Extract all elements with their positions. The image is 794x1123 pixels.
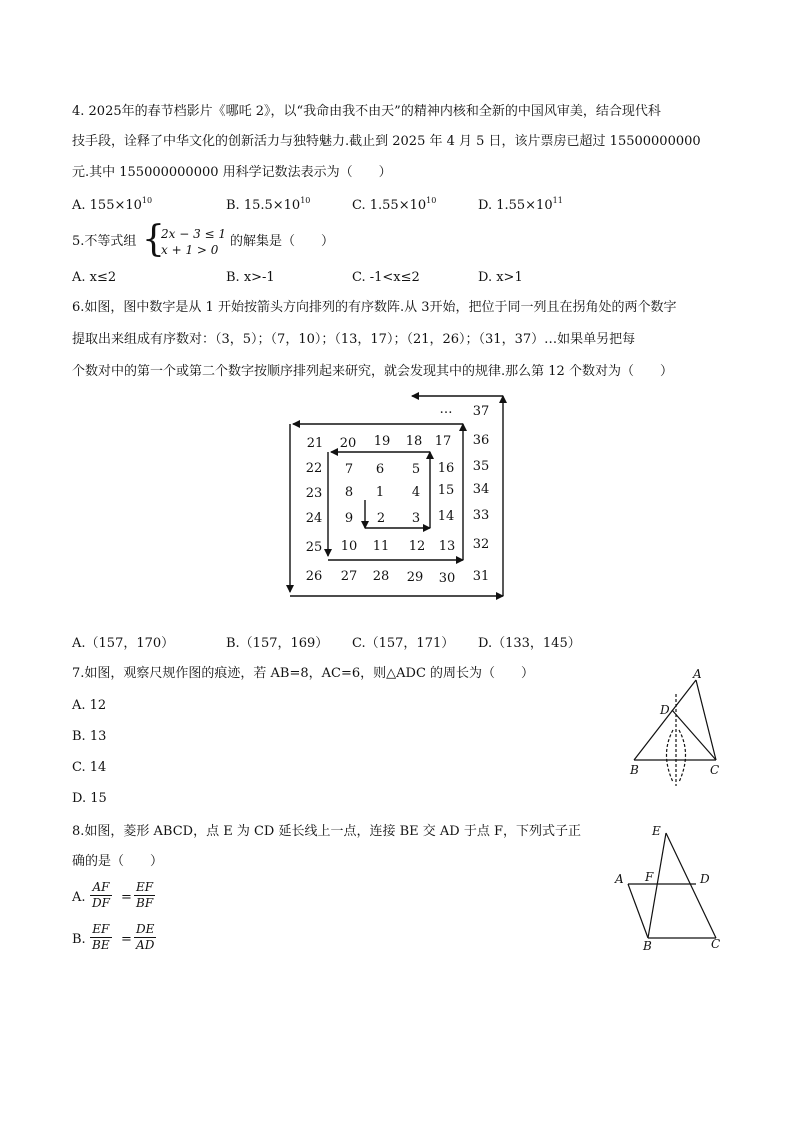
spiral-num-25: 25 (305, 540, 323, 555)
q8-line-1: 8.如图，菱形 ABCD，点 E 为 CD 延长线上一点，连接 BE 交 AD 于点 F，下列式子正 (72, 824, 582, 839)
q6-line-2: 提取出来组成有序数对：（3，5）；（7，10）；（13，17）；（21，26）；（31，37）…如果单另把每 (72, 332, 636, 347)
q8-b-fraction-right: $\frac{DE}{AD}$ (136, 922, 155, 952)
q5-brace: { (142, 219, 165, 260)
q7-option-a: A. 12 (72, 698, 107, 713)
spiral-num-37: 37 (472, 404, 490, 419)
q6-line-3: 个数对中的第一个或第二个数字按顺序排列起来研究，就会发现其中的规律.那么第 12 个数对为（ ） (72, 364, 673, 379)
q6-option-b: B.（157，169） (226, 636, 329, 651)
q8-a-equals: = (121, 890, 132, 905)
spiral-num-19: 19 (373, 434, 391, 449)
spiral-num-31: 31 (472, 569, 490, 584)
q4-line-2: 技手段，诠释了中华文化的创新活力与独特魅力.截止到 2025 年 4 月 5 日，该片票房已超过 15500000000 (72, 134, 701, 149)
segment-BE (648, 833, 666, 938)
arc-left (667, 730, 674, 782)
spiral-num-21: 21 (306, 436, 324, 451)
label-C: C (710, 763, 720, 777)
spiral-num-10: 10 (340, 539, 358, 554)
q8-b-fraction-left: $\frac{EF}{BE}$ (92, 922, 110, 952)
spiral-num-14: 14 (437, 509, 455, 524)
spiral-num-28: 28 (372, 569, 390, 584)
spiral-num-12: 12 (408, 539, 426, 554)
label-B: B (643, 939, 652, 953)
q4-option-a: A. $155\times 10^{10}$ (72, 196, 153, 213)
q5-option-c: C. -1<x≤2 (352, 270, 420, 285)
q7-line-1: 7.如图，观察尺规作图的痕迹，若 AB=8，AC=6，则△ADC 的周长为（ ） (72, 666, 535, 681)
q7-option-c: C. 14 (72, 760, 107, 775)
spiral-num-23: 23 (305, 486, 323, 501)
label-A: A (693, 667, 702, 681)
spiral-num-16: 16 (437, 461, 455, 476)
spiral-num-26: 26 (305, 569, 323, 584)
q8-a-fraction-left: $\frac{AF}{DF}$ (92, 880, 110, 910)
q4-option-b: B. $15.5\times 10^{10}$ (226, 196, 311, 213)
segment-AB (628, 884, 648, 938)
q8-b-equals: = (121, 932, 132, 947)
spiral-ellipsis: … (439, 402, 453, 417)
spiral-num-4: 4 (411, 485, 421, 500)
label-D: D (660, 703, 670, 717)
q8-line-2: 确的是（ ） (72, 854, 164, 869)
spiral-num-36: 36 (472, 433, 490, 448)
spiral-num-27: 27 (340, 569, 358, 584)
q6-option-a: A.（157，170） (72, 636, 175, 651)
segment-AB (634, 680, 696, 760)
q4-option-d: D. $1.55\times 10^{11}$ (478, 196, 563, 213)
q4-line-1: 4. 2025年的春节档影片《哪吒 2》，以“我命由我不由天”的精神内核和全新的中国风审美，结合现代科 (72, 104, 661, 119)
q7-option-d: D. 15 (72, 791, 107, 806)
q5-suffix: 的解集是（ ） (230, 234, 335, 249)
spiral-num-33: 33 (472, 508, 490, 523)
arc-right (679, 730, 686, 782)
spiral-num-3: 3 (411, 511, 421, 526)
q6-option-c: C.（157，171） (352, 636, 455, 651)
spiral-num-8: 8 (344, 485, 354, 500)
spiral-num-30: 30 (438, 571, 456, 586)
spiral-num-34: 34 (472, 482, 490, 497)
q5-option-b: B. x>-1 (226, 270, 275, 285)
label-A: A (615, 872, 624, 886)
q6-option-d: D.（133，145） (478, 636, 581, 651)
label-C: C (711, 937, 721, 951)
spiral-num-1: 1 (375, 485, 385, 500)
q8-option-a-label: A. (72, 890, 86, 905)
spiral-num-13: 13 (438, 539, 456, 554)
q5-option-a: A. x≤2 (72, 270, 117, 285)
spiral-num-24: 24 (305, 511, 323, 526)
q5-inequality-2: x + 1 > 0 (161, 243, 219, 257)
spiral-num-18: 18 (405, 434, 423, 449)
spiral-num-9: 9 (344, 511, 354, 526)
q8-option-b-label: B. (72, 932, 86, 947)
q5-option-d: D. x>1 (478, 270, 523, 285)
spiral-num-7: 7 (344, 462, 354, 477)
spiral-num-5: 5 (411, 462, 421, 477)
label-F: F (645, 870, 654, 884)
label-E: E (652, 824, 661, 838)
label-D: D (700, 872, 710, 886)
q7-triangle-figure (620, 664, 730, 794)
q8-a-fraction-right: $\frac{EF}{BF}$ (136, 880, 154, 910)
spiral-num-35: 35 (472, 459, 490, 474)
spiral-num-29: 29 (406, 570, 424, 585)
q5-prefix: 5.不等式组 (72, 234, 137, 249)
spiral-num-6: 6 (375, 462, 385, 477)
spiral-num-2: 2 (376, 511, 386, 526)
spiral-num-17: 17 (434, 434, 452, 449)
spiral-num-20: 20 (339, 436, 357, 451)
spiral-num-11: 11 (372, 539, 390, 554)
label-B: B (630, 763, 639, 777)
q8-rhombus-figure (608, 820, 738, 955)
spiral-num-22: 22 (305, 461, 323, 476)
q5-inequality-1: 2x − 3 ≤ 1 (161, 227, 227, 241)
spiral-num-32: 32 (472, 537, 490, 552)
q6-line-1: 6.如图，图中数字是从 1 开始按箭头方向排列的有序数阵.从 3开始，把位于同一列且在拐角处的两个数字 (72, 300, 677, 315)
q4-option-c: C. $1.55\times 10^{10}$ (352, 196, 437, 213)
spiral-num-15: 15 (437, 483, 455, 498)
q4-line-3: 元.其中 155000000000 用科学记数法表示为（ ） (72, 165, 392, 180)
q7-option-b: B. 13 (72, 729, 107, 744)
